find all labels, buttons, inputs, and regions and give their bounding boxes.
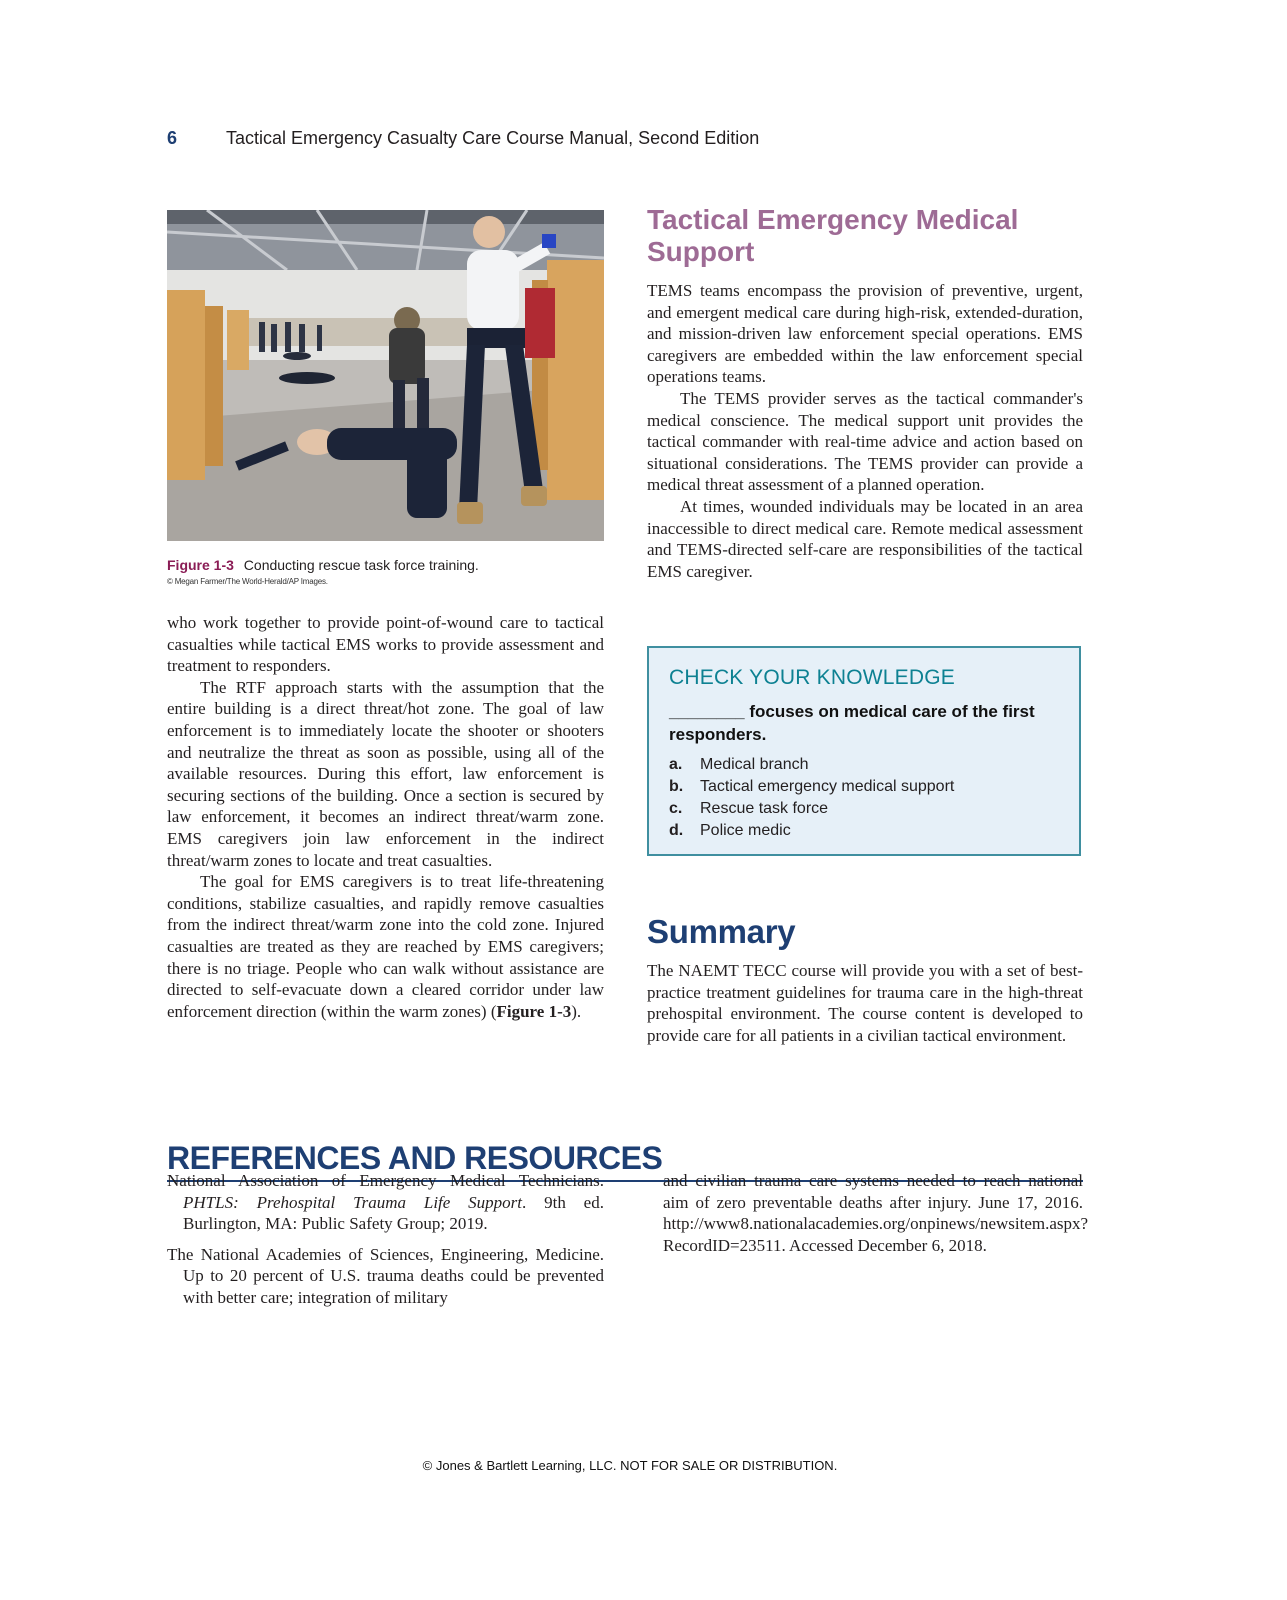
option-letter: b. (669, 778, 684, 795)
knowledge-box-title: CHECK YOUR KNOWLEDGE (669, 666, 955, 689)
figure-credit: © Megan Farmer/The World-Herald/AP Images. (167, 577, 328, 586)
paragraph: TEMS teams encompass the provision of preventive, urgent, and emergent medical care during high-risk, extended-duration, and mission-driven law enforcement special operations. EMS caregivers are embedded within the law enforcement special operations teams. (647, 281, 1083, 387)
option-letter: c. (669, 800, 683, 817)
option-letter: a. (669, 756, 683, 773)
references-right-column (663, 1170, 1089, 1256)
training-photo (167, 210, 604, 541)
figure-caption (167, 556, 604, 574)
copyright-footer: © Jones & Bartlett Learning, LLC. NOT FOR SALE OR DISTRIBUTION. (422, 1458, 838, 1473)
option-text: Police medic (700, 822, 791, 839)
reference-details: . 9th ed. Burlington, MA: Public Safety Group; 2019. (183, 1192, 604, 1234)
summary-heading: Summary (647, 913, 796, 950)
paragraph (167, 871, 604, 1022)
reference-entry: The National Academies of Sciences, Engineering, Medicine. Up to 20 percent of U.S. trauma deaths could be prevented with better care; integration of military (167, 1244, 604, 1307)
reference-author: National Association of Emergency Medical Technicians. (167, 1171, 604, 1190)
book-title: Tactical Emergency Casualty Care Course Manual, Second Edition (226, 128, 760, 148)
figure-label: Figure 1-3 (167, 557, 234, 573)
option-text: Medical branch (700, 756, 809, 773)
figure-reference-link[interactable]: Figure 1-3 (496, 1001, 572, 1021)
answer-option[interactable] (669, 798, 1059, 820)
figure-caption-text: Conducting rescue task force training. (243, 557, 479, 573)
paragraph: The RTF approach starts with the assumption that the entire building is a direct threat/hot zone. The goal of law enforcement is to immediately locate the shooter or shooters and neutralize the threat as soon as possible, using all of the available resources. During this effort, law enforcement is securing sections of the building. Once a section is secured by law enforcement, it becomes an indirect threat/warm zone. EMS caregivers join law enforcement in the indirect threat/warm zones to locate and treat casualties. (167, 677, 604, 870)
option-letter: d. (669, 822, 684, 839)
figure-block (167, 210, 604, 586)
reference-entry-continued[interactable]: and civilian trauma care systems needed to reach national aim of zero preventable deaths after injury. June 17, 2016. http://www8.nationalacademies.org/onpinews/newsitem.aspx?RecordID=23511. Accessed December 6, 2018. (663, 1171, 1089, 1255)
section-heading: Tactical Emergency Medical Support (647, 204, 1019, 267)
answer-option[interactable] (669, 776, 1059, 798)
references-heading: REFERENCES AND RESOURCES (167, 1139, 1083, 1182)
summary-paragraph: The NAEMT TECC course will provide you with a set of best-practice treatment guidelines for trauma care in the high-threat prehospital environment. The course content is developed to provide care for all patients in a civilian tactical environment. (647, 961, 1083, 1045)
references-left-column (167, 1170, 604, 1318)
answer-options (669, 754, 1059, 842)
page-number: 6 (167, 128, 178, 148)
paragraph: who work together to provide point-of-wound care to tactical casualties while tactical EMS works to provide assessment and treatment to responders. (167, 613, 604, 676)
option-text: Tactical emergency medical support (700, 778, 955, 795)
knowledge-question: ________ focuses on medical care of the first responders. (669, 702, 1035, 744)
check-your-knowledge-box (647, 646, 1081, 856)
paragraph: The TEMS provider serves as the tactical commander's medical conscience. The medical support unit provides the tactical commander with real-time advice and action based on situational considerations. The TEMS provider can provide a medical threat assessment of a planned operation. (647, 388, 1083, 495)
left-column-text (167, 612, 604, 1022)
paragraph-end: ). (571, 1001, 582, 1021)
running-header (167, 128, 1087, 154)
tems-section (647, 204, 1083, 582)
paragraph-text: The goal for EMS caregivers is to treat life-threatening conditions, stabilize casualties, and rapidly remove casualties from the indirect threat/warm zone into the cold zone. Injured casualties are treated as they are reached by EMS caregivers; there is no triage. People who can walk without assistance are directed to self-evacuate down a cleared corridor under law enforcement direction (within the warm zones) ( (167, 872, 604, 1021)
reference-entry (167, 1170, 604, 1235)
reference-title: PHTLS: Prehospital Trauma Life Support (183, 1192, 523, 1212)
summary-section (647, 912, 1083, 1046)
option-text: Rescue task force (700, 800, 829, 817)
answer-option[interactable] (669, 820, 1059, 842)
paragraph: At times, wounded individuals may be located in an area inaccessible to direct medical care. Remote medical assessment and TEMS-directed self-care are responsibilities of the tactical EMS caregiver. (647, 496, 1083, 581)
answer-option[interactable] (669, 754, 1059, 776)
